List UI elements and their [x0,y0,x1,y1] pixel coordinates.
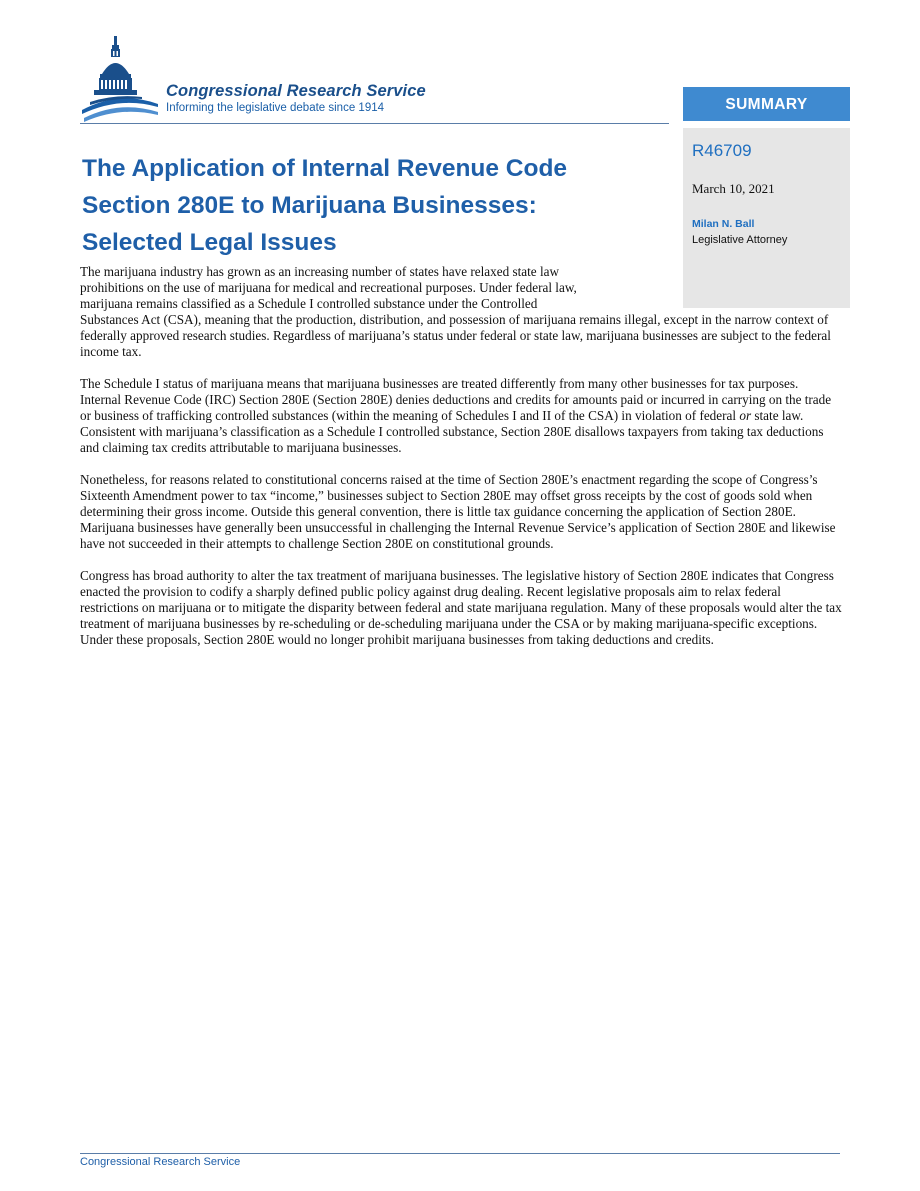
paragraph-text: Substances Act (CSA), meaning that the production, distribution, and possession of marijuana remains illegal, except in the narrow context of federally approved research studies. Regardless of marijuana’s status under federal or state law, marijuana businesses are subject to the federal income tax. [80,312,831,359]
summary-body [80,264,842,664]
footer-label: Congressional Research Service [80,1156,241,1168]
paragraph-text: state law. Consistent with marijuana’s classification as a Schedule I controlled substance, Section 280E disallows taxpayers from taking tax deductions and claiming tax credits attributable to marijuana businesses. [80,408,824,455]
report-number: R46709 [692,141,752,160]
title-line: Section 280E to Marijuana Businesses: [82,192,537,219]
paragraph-2 [80,376,842,456]
header-divider [80,123,669,124]
page-title [82,150,672,261]
title-line: Selected Legal Issues [82,229,337,256]
title-line: The Application of Internal Revenue Code [82,155,568,182]
paragraph-3: Nonetheless, for reasons related to constitutional concerns raised at the time of Section 280E’s enactment regarding the scope of Congress’s Sixteenth Amendment power to tax “income,” businesses subject to Section 280E may offset gross receipts by the cost of goods sold when determining their gross income. Outside this general convention, there is little tax guidance concerning the application of Section 280E. Marijuana businesses have generally been unsuccessful in challenging the Internal Revenue Service’s application of Section 280E and likewise have not succeeded in their attempts to challenge Section 280E on constitutional grounds. [80,472,836,551]
paragraph-1 [80,264,842,360]
paragraph-text: The Schedule I status of marijuana means that marijuana businesses are treated differently from many other businesses for tax purposes. Internal Revenue Code (IRC) Section 280E (Section 280E) denies deductions and credits for amounts paid or incurred in carrying on the trade or business of trafficking controlled substances (within the meaning of Schedules I and II of the CSA) in violation of federal [80,376,832,423]
brand-name: Congressional Research Service [166,82,426,100]
paragraph-4: Congress has broad authority to alter the tax treatment of marijuana businesses. The legislative history of Section 280E indicates that Congress enacted the provision to codify a sharply defined public policy against drug dealing. Recent legislative proposals aim to relax federal restrictions on marijuana or to mitigate the disparity between federal and state marijuana regulation. Many of these proposals would alter the tax treatment of marijuana businesses by re-scheduling or de-scheduling marijuana under the CSA or by making marijuana-specific exceptions. Under these proposals, Section 280E would no longer prohibit marijuana businesses from taking deductions and credits. [80,568,842,647]
paragraph-line: prohibitions on the use of marijuana for medical and recreational purposes. Under federal law, [80,280,577,295]
paragraph-line: The marijuana industry has grown as an increasing number of states have relaxed state law [80,264,559,279]
report-date: March 10, 2021 [692,181,775,196]
capitol-dome-icon [80,34,160,124]
brand-tagline: Informing the legislative debate since 1914 [166,102,385,114]
author-name: Milan N. Ball [692,218,755,230]
summary-label: SUMMARY [683,87,850,121]
emphasis-text: or [739,408,752,423]
paragraph-line: marijuana remains classified as a Schedule I controlled substance under the Controlled [80,296,538,311]
author-title: Legislative Attorney [692,234,788,246]
footer-divider [80,1153,840,1154]
